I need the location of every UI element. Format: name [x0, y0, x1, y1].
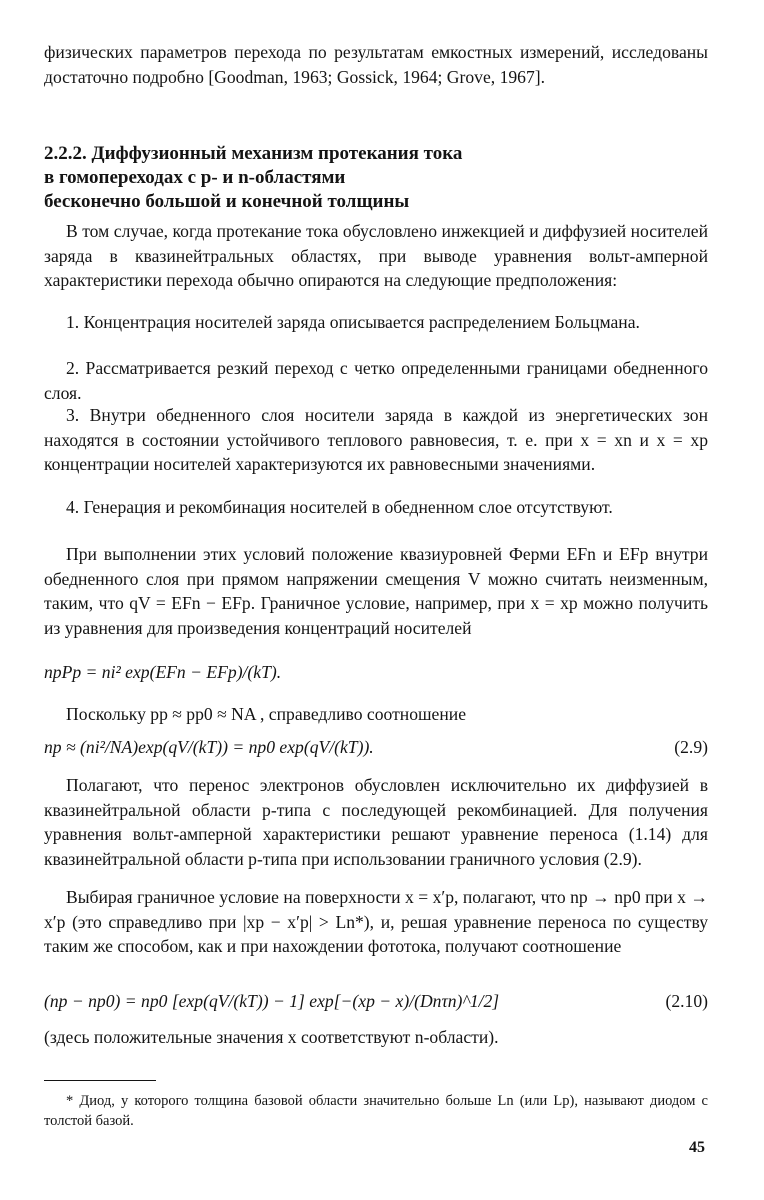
equation-2-10-number: (2.10)	[665, 991, 708, 1011]
paragraph-intro: В том случае, когда протекание тока обусловлено инжекцией и диффузией носителей заряда в квазинейтральных областях, при выводе уравнения вольт-амперной характеристики перехода обычно опираются на следующие предположения:	[44, 221, 708, 290]
section-title-line1: Диффузионный механизм протекания тока	[91, 143, 463, 164]
equation-product-text: npPp = ni² exp(EFn − EFp)/(kT).	[44, 662, 282, 682]
equation-product	[44, 660, 708, 685]
equation-2-10-text: (np − np0) = np0 [exp(qV/(kT)) − 1] exp[−(xp − x)/(Dnτn)^1/2]	[44, 991, 500, 1011]
paragraph-conditions: При выполнении этих условий положение квазиуровней Ферми EFn и EFp внутри обедненного слоя при прямом напряжении смещения V можно считать неизменным, таким, что qV = EFn − EFp. Граничное условие, например, при x = xp можно получить из уравнения для произведения концентраций носителей	[44, 544, 708, 638]
paragraph-boundary: Выбирая граничное условие на поверхности x = x′p, полагают, что np → np0 при x → x′p (это справедливо при |xp − x′p| > Ln*), и, решая уравнение переноса по существу таким же способом, как и при нахождении фототока, получают соотношение	[44, 887, 708, 956]
paragraph-note: (здесь положительные значения x соответствуют n-области).	[44, 1027, 499, 1047]
paragraph-transport: Полагают, что перенос электронов обусловлен исключительно их диффузией в квазинейтральной области p-типа с последующей рекомбинацией. Для получения уравнения вольт-амперной характеристики решают уравнение переноса (1.14) для квазинейтральной области p-типа при использовании граничного условия (2.9).	[44, 775, 708, 869]
equation-2-9-number: (2.9)	[674, 737, 708, 757]
section-heading	[44, 142, 644, 214]
paragraph-top: физических параметров перехода по результатам емкостных измерений, исследованы достаточно подробно [Goodman, 1963; Gossick, 1964; Grove, 1967].	[44, 42, 708, 87]
assumption-1: 1. Концентрация носителей заряда описывается распределением Больцмана.	[66, 312, 640, 332]
footnote-divider	[44, 1080, 156, 1081]
paragraph-since: Поскольку pp ≈ pp0 ≈ NA , справедливо соотношение	[66, 704, 466, 724]
page-number: 45	[689, 1139, 705, 1156]
assumption-4: 4. Генерация и рекомбинация носителей в обедненном слое отсутствуют.	[66, 497, 613, 517]
footnote: * Диод, у которого толщина базовой области значительно больше Ln (или Lp), называют диодом с толстой базой.	[44, 1093, 708, 1129]
section-heading-line1	[44, 142, 644, 166]
assumption-2: 2. Рассматривается резкий переход с четко определенными границами обедненного слоя.	[44, 358, 708, 403]
equation-2-10	[44, 989, 708, 1014]
equation-2-9-text: np ≈ (ni²/NA)exp(qV/(kT)) = np0 exp(qV/(kT)).	[44, 737, 374, 757]
assumption-3: 3. Внутри обедненного слоя носители заряда в каждой из энергетических зон находятся в состоянии устойчивого теплового равновесия, т. е. при x = xn и x = xp концентрации носителей характеризуются их равновесными значениями.	[44, 405, 708, 474]
section-number: 2.2.2.	[44, 143, 87, 164]
section-title-line2: в гомопереходах с p- и n-областями	[44, 167, 346, 188]
equation-2-9	[44, 735, 708, 760]
section-title-line3: бесконечно большой и конечной толщины	[44, 191, 410, 212]
